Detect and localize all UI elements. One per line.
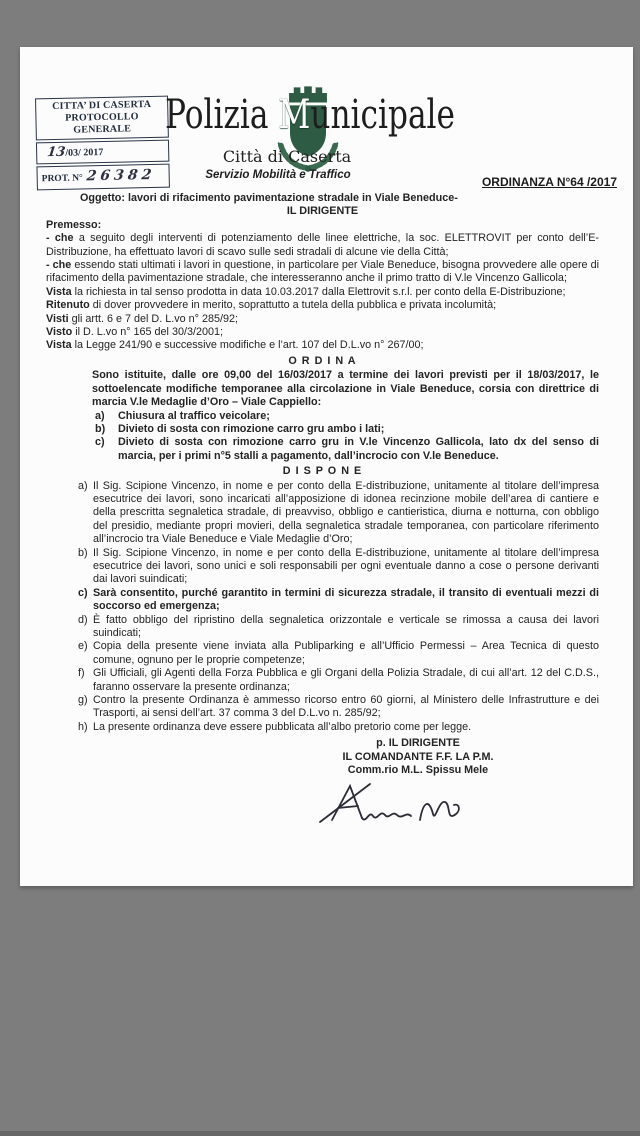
org-title-part2: unicipale — [310, 92, 456, 138]
signature-name: Comm.rio M.L. Spissu Mele — [347, 764, 489, 777]
item-text: Divieto di sosta con rimozione carro gru in V.le Vincenzo Gallicola, lato dx del senso di marcia, per i primi n°5 stalli a pagamento, dall’incrocio con V.le Beneduce. — [118, 436, 599, 462]
premesso-paragraph — [46, 326, 599, 339]
dispone-item — [78, 614, 599, 641]
item-marker: c) — [95, 436, 105, 449]
premesso-paragraph — [46, 259, 599, 286]
stamp-date-printed: /03/ 2017 — [65, 146, 104, 159]
dispone-item — [78, 640, 599, 667]
premesso-label: Premesso: — [46, 218, 102, 231]
item-text: Gli Ufficiali, gli Agenti della Forza Pubblica e gli Organi della Polizia Stradale, di cui all’art. 12 del C.D.S., faranno osservare la presente ordinanza; — [93, 667, 599, 693]
item-marker: h) — [78, 720, 88, 733]
document-page — [20, 47, 633, 886]
item-marker: g) — [78, 694, 88, 707]
premesso-paragraph — [46, 299, 599, 312]
item-marker: b) — [95, 422, 106, 435]
item-text: Il Sig. Scipione Vincenzo, in nome e per conto della E-distribuzione, unitamente al titolare dell’impresa esecutrice dei lavori, sono unici e soli responsabili per ogni eventuale danno a cose o persone derivanti dai lavori suindicati; — [93, 546, 599, 586]
paragraph-text: la richiesta in tal senso prodotta in data 10.03.2017 dalla Elettrovit s.r.l. per conto della E-Distribuzione; — [71, 285, 566, 298]
document-header — [20, 47, 633, 192]
paragraph-text: a seguito degli interventi di potenziamento delle linee elettriche, la soc. ELETTROVIT per conto dell’E-Distribuzione, ha effettuato lavori di scavo sulle sedi stradali di alcune vie della Città; — [46, 232, 599, 258]
stamp-city: CITTA’ DI CASERTA — [52, 98, 152, 113]
ordina-list — [95, 410, 599, 464]
subject-text: lavori di rifacimento pavimentazione stradale in Viale Beneduce- — [124, 192, 458, 204]
paragraph-lead: - che — [46, 232, 74, 245]
dispone-item — [78, 694, 599, 721]
paragraph-text: di dover provvedere in merito, soprattutto a tutela della pubblica e privata incolumità; — [89, 299, 497, 312]
item-marker: c) — [78, 586, 88, 599]
signature-role: p. IL DIRIGENTE — [376, 737, 460, 750]
subject-line — [80, 192, 599, 205]
paragraph-text: essendo stati ultimati i lavori in questione, in particolare per Viale Beneduce, bisogna provvedere alle opere di rifacimento della pavimentazione stradale, che interesseranno anche il primo tratto di V.le Vincenzo Gallicola; — [46, 259, 600, 285]
item-marker: f) — [78, 667, 85, 680]
org-title-m: M — [278, 92, 311, 138]
premesso-paragraph — [46, 286, 599, 299]
signature-title: IL COMANDANTE F.F. LA P.M. — [342, 750, 494, 763]
item-marker: b) — [78, 546, 88, 559]
dispone-item — [78, 721, 599, 734]
item-text: Divieto di sosta con rimozione carro gru ambo i lati; — [118, 422, 385, 435]
ordina-heading: O R D I N A — [288, 354, 357, 367]
signature-block — [308, 737, 528, 778]
dispone-item — [78, 480, 599, 547]
authority-heading: IL DIRIGENTE — [286, 205, 359, 218]
org-service: Servizio Mobilità e Traffico — [205, 169, 351, 181]
item-text: Copia della presente viene inviata alla Publiparking e all’Ufficio Permessi – Area Tecnica di questo comune, ognuno per le proprie competenze; — [93, 640, 599, 666]
premesso-paragraph — [46, 313, 599, 326]
ordina-item — [95, 436, 599, 463]
document-body — [20, 192, 633, 828]
protocol-stamp — [35, 96, 170, 193]
stamp-office: PROTOCOLLO GENERALE — [65, 111, 139, 136]
dispone-heading: D I S P O N E — [282, 465, 363, 478]
paragraph-text: gli artt. 6 e 7 del D. L.vo n° 285/92; — [68, 312, 238, 325]
org-title-part1: Polizia — [164, 92, 279, 138]
item-text: Il Sig. Scipione Vincenzo, in nome e per conto della E-distribuzione, unitamente al titolare dell’impresa esecutrice dei lavori, sono incaricati all’apposizione di idonea recinzione mobile dell’area di cantiere e della prescritta segnaletica stradale, di preavviso, obbligo e cantieristica, diurna e notturna, con obbligo del presidio, mediante propri movieri, della segnaletica stradale temporanea, con particolare riferimento all’incrocio tra Viale Beneduce e Viale Medaglie d’Oro; — [93, 479, 599, 546]
item-marker: d) — [78, 613, 88, 626]
stamp-header-box — [35, 96, 169, 141]
org-city: Città di Caserta — [222, 147, 352, 166]
item-text: Sarà consentito, purché garantito in termini di sicurezza stradale, il transito di eventuali mezzi di soccorso ed emergenza; — [93, 586, 599, 613]
dispone-item — [78, 587, 599, 614]
dispone-item — [78, 547, 599, 587]
ordina-item — [95, 423, 599, 436]
premesso-paragraph — [46, 232, 599, 259]
paragraph-text: il D. L.vo n° 165 del 30/3/2001; — [72, 326, 223, 339]
paragraph-lead: Visti — [46, 312, 69, 325]
paragraph-lead: Vista — [46, 285, 72, 298]
paragraph-lead: Visto — [46, 326, 73, 339]
stamp-date-box — [36, 140, 169, 165]
dispone-item — [78, 667, 599, 694]
item-marker: e) — [78, 640, 88, 653]
dispone-list — [78, 480, 599, 735]
subject-label: Oggetto: — [80, 192, 125, 204]
item-text: La presente ordinanza deve essere pubblicata all’albo pretorio come per legge. — [93, 720, 472, 733]
stamp-protocol-box — [36, 164, 169, 191]
stamp-date-handwritten: 13 — [46, 144, 67, 161]
item-text: Chiusura al traffico veicolare; — [118, 409, 270, 422]
paragraph-text: la Legge 241/90 e successive modifiche e l’art. 107 del D.L.vo n° 267/00; — [71, 339, 424, 352]
stamp-prot-number: 26382 — [85, 166, 157, 185]
ordina-intro: Sono istituite, dalle ore 09,00 del 16/03/2017 a termine dei lavori previsti per il 18/03/2017, le sottoelencate modifiche temporanee alla circolazione in Viale Beneduce, corsia con direttrice di marcia V.le Medaglie d’Oro – Viale Cappiello: — [92, 369, 599, 409]
org-title — [165, 91, 455, 139]
item-marker: a) — [78, 479, 88, 492]
item-text: Contro la presente Ordinanza è ammesso ricorso entro 60 giorni, al Ministero delle Infrastrutture e dei Trasporti, ai sensi dell’art. 37 comma 3 del D.L.vo n. 285/92; — [93, 694, 599, 720]
paragraph-lead: Ritenuto — [46, 299, 90, 312]
ordinance-number: ORDINANZA N°64 /2017 — [481, 175, 617, 189]
paragraph-lead: - che — [46, 259, 72, 272]
screen-bottom-bar — [0, 1131, 640, 1136]
paragraph-lead: Vista — [46, 339, 72, 352]
stamp-prot-label: PROT. N° — [41, 173, 83, 185]
ordina-item — [95, 410, 599, 423]
item-marker: a) — [95, 409, 105, 422]
premesso-paragraph — [46, 339, 599, 352]
handwritten-signature — [316, 776, 476, 828]
item-text: È fatto obbligo del ripristino della segnaletica orizzontale e verticale se rimossa a causa dei lavori suindicati; — [93, 613, 599, 639]
